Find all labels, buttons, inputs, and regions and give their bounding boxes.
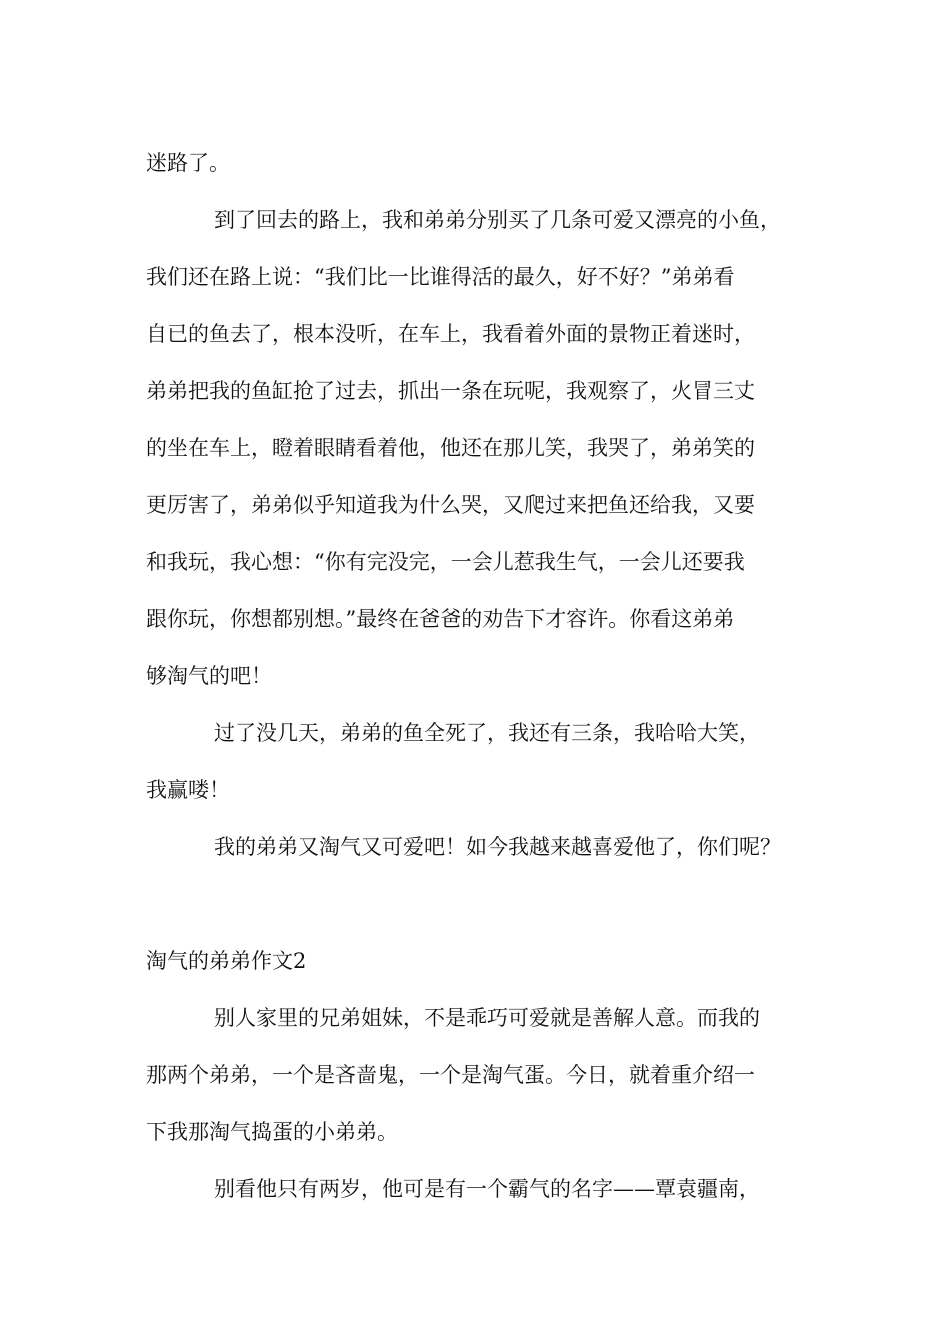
- text-line: 到了回去的路上，我和弟弟分别买了几条可爱又漂亮的小鱼，: [214, 208, 781, 232]
- text-line: 够淘气的吧！: [146, 664, 272, 688]
- paragraph: [146, 819, 826, 876]
- paragraph: [146, 1161, 826, 1218]
- paragraph: [146, 705, 826, 819]
- paragraph: [146, 990, 826, 1161]
- text-line: 跟你玩，你想都别想。”最终在爸爸的劝告下才容许。你看这弟弟: [146, 607, 735, 631]
- text-line: 和我玩，我心想：“你有完没完，一会儿惹我生气，一会儿还要我: [146, 550, 745, 574]
- section-heading: 淘气的弟弟作文2: [146, 949, 307, 973]
- text-line: 过了没几天，弟弟的鱼全死了，我还有三条，我哈哈大笑，: [214, 721, 760, 745]
- section-gap: [146, 876, 826, 933]
- text-line: 的坐在车上，瞪着眼睛看着他，他还在那儿笑，我哭了，弟弟笑的: [146, 436, 755, 460]
- text-line: 那两个弟弟，一个是吝啬鬼，一个是淘气蛋。今日，就着重介绍一: [146, 1063, 755, 1087]
- text-line: 别人家里的兄弟姐妹，不是乖巧可爱就是善解人意。而我的: [214, 1006, 760, 1030]
- text-line: 我赢喽！: [146, 778, 230, 802]
- text-line: 迷路了。: [146, 151, 230, 175]
- text-line: 自已的鱼去了，根本没听，在车上，我看着外面的景物正着迷时，: [146, 322, 755, 346]
- text-line: 我的弟弟又淘气又可爱吧！如今我越来越喜爱他了，你们呢？: [214, 835, 781, 859]
- text-line: 更厉害了，弟弟似乎知道我为什么哭，又爬过来把鱼还给我，又要: [146, 493, 755, 517]
- text-line: 下我那淘气捣蛋的小弟弟。: [146, 1120, 398, 1144]
- text-line: 弟弟把我的鱼缸抢了过去，抓出一条在玩呢，我观察了，火冒三丈: [146, 379, 755, 403]
- text-line: 我们还在路上说：“我们比一比谁得活的最久，好不好？”弟弟看: [146, 265, 735, 289]
- text-line: 别看他只有两岁，他可是有一个霸气的名字——覃袁疆南，: [214, 1177, 760, 1201]
- paragraph: [146, 192, 826, 705]
- paragraph: [146, 135, 826, 192]
- document-body: [146, 135, 826, 1218]
